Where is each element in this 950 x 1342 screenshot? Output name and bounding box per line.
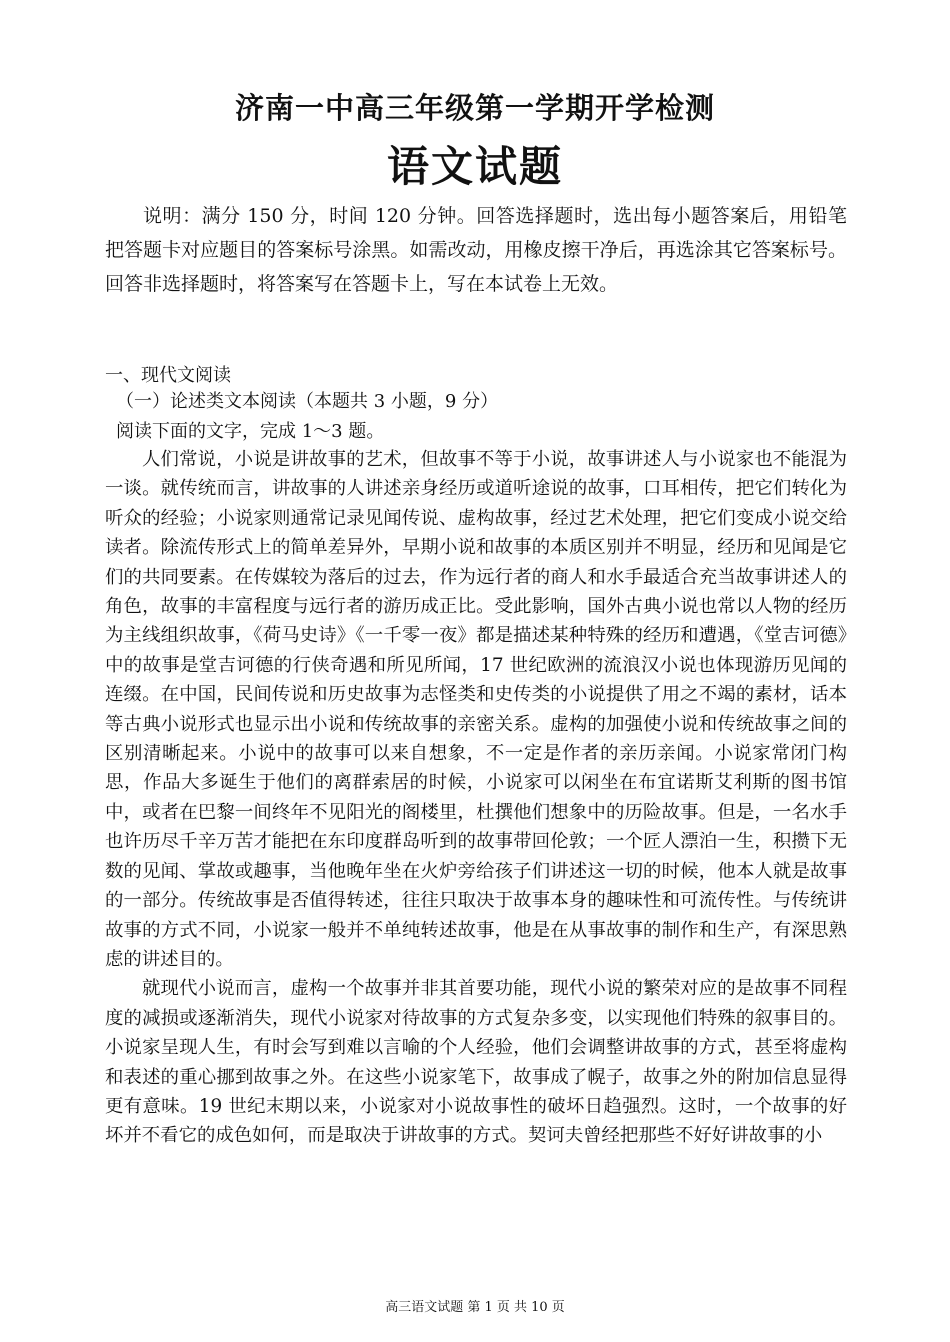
subject-title: 语文试题 — [386, 142, 563, 191]
reading-prompt: 阅读下面的文字，完成 1～3 题。 — [116, 421, 385, 442]
section-subheading: （一）论述类文本阅读（本题共 3 小题，9 分） — [116, 391, 499, 412]
passage-paragraph-1: 人们常说，小说是讲故事的艺术，但故事不等于小说，故事讲述人与小说家也不能混为一谈。就传统而言，讲故事的人讲述亲身经历或道听途说的故事，口耳相传，把它们转化为听众的经验；小说家则通常记录见闻传说、虚构故事，经过艺术处理，把它们变成小说交给读者。除流传形式上的简单差异外，早期小说和故事的本质区别并不明显，经历和见闻是它们的共同要素。在传媒较为落后的过去，作为远行者的商人和水手最适合充当故事讲述人的角色，故事的丰富程度与远行者的游历成正比。受此影响，国外古典小说也常以人物的经历为主线组织故事，《荷马史诗》《一千零一夜》都是描述某种特殊的经历和遭遇，《堂吉诃德》中的故事是堂吉诃德的行侠奇遇和所见所闻，17 世纪欧洲的流浪汉小说也体现游历见闻的连缀。在中国，民间传说和历史故事为志怪类和史传类的小说提供了用之不竭的素材，话本等古典小说形式也显示出小说和传统故事的亲密关系。虚构的加强使小说和传统故事之间的区别清晰起来。小说中的故事可以来自想象，不一定是作者的亲历亲闻。小说家常闭门构思，作品大多诞生于他们的离群索居的时候，小说家可以闲坐在布宜诺斯艾利斯的图书馆中，或者在巴黎一间终年不见阳光的阁楼里，杜撰他们想象中的历险故事。但是，一名水手也许历尽千辛万苦才能把在东印度群岛听到的故事带回伦敦；一个匠人漂泊一生，积攒下无数的见闻、掌故或趣事，当他晚年坐在火炉旁给孩子们讲述这一切的时候，他本人就是故事的一部分。传统故事是否值得转述，往往只取决于故事本身的趣味性和可流传性。与传统讲故事的方式不同，小说家一般并不单纯转述故事，他是在从事故事的制作和生产，有深思熟虑的讲述目的。 — [105, 449, 847, 970]
exam-instructions: 说明：满分 150 分，时间 120 分钟。回答选择题时，选出每小题答案后，用铅笔把答题卡对应题目的答案标号涂黑。如需改动，用橡皮擦干净后，再选涂其它答案标号。回答非选择题时，将答案写在答题卡上，写在本试卷上无效。 — [105, 205, 847, 295]
exam-title: 济南一中高三年级第一学期开学检测 — [234, 91, 715, 125]
section-heading: 一、现代文阅读 — [105, 365, 231, 386]
reading-passage — [105, 445, 847, 1151]
passage-paragraph-2: 就现代小说而言，虚构一个故事并非其首要功能，现代小说的繁荣对应的是故事不同程度的减损或逐渐消失，现代小说家对待故事的方式复杂多变，以实现他们特殊的叙事目的。小说家呈现人生，有时会写到难以言喻的个人经验，他们会调整讲故事的方式，甚至将虚构和表述的重心挪到故事之外。在这些小说家笔下，故事成了幌子，故事之外的附加信息显得更有意味。19 世纪末期以来，小说家对小说故事性的破坏日趋强烈。这时，一个故事的好坏并不看它的成色如何，而是取决于讲故事的方式。契诃夫曾经把那些不好好讲故事的小 — [105, 978, 847, 1147]
page-footer: 高三语文试题 第 1 页 共 10 页 — [385, 1300, 565, 1315]
